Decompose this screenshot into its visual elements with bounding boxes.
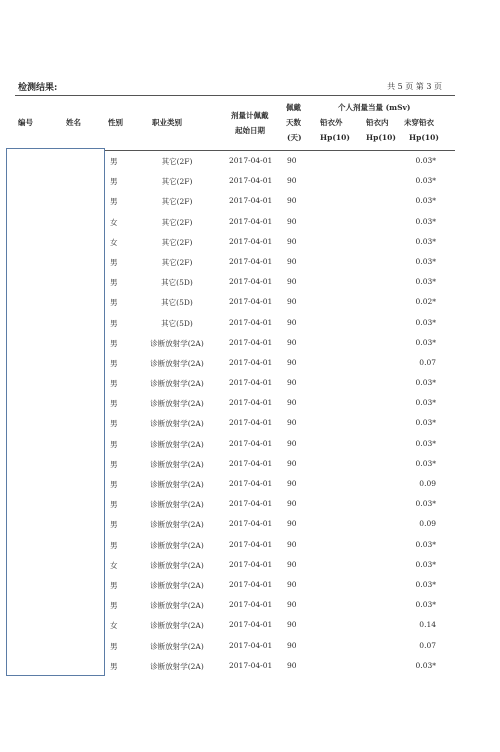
days-cell: 90 [287, 600, 297, 610]
start-date-cell: 2017-04-01 [229, 277, 273, 287]
col-header-days-line1: 佩戴 [286, 103, 301, 112]
sex-cell: 男 [110, 338, 118, 348]
start-date-cell: 2017-04-01 [229, 600, 273, 610]
start-date-cell: 2017-04-01 [229, 256, 273, 266]
days-cell: 90 [287, 378, 297, 388]
days-cell: 90 [287, 256, 297, 266]
job-category-cell: 诊断放射学(2A) [150, 338, 204, 348]
sex-cell: 男 [110, 177, 118, 187]
dose-value-cell: 0.03* [415, 216, 436, 226]
days-cell: 90 [287, 398, 297, 408]
dose-value-cell: 0.03* [415, 600, 436, 610]
sex-cell: 男 [110, 278, 118, 288]
col-header-days-line3: (天) [287, 133, 302, 142]
sex-cell: 男 [110, 520, 118, 530]
col-header-none-line2: Hp(10) [409, 133, 439, 142]
job-category-cell: 诊断放射学(2A) [150, 379, 204, 389]
days-cell: 90 [287, 660, 297, 670]
dose-value-cell: 0.03* [415, 317, 436, 327]
col-header-sex: 性别 [108, 118, 123, 127]
sex-cell: 男 [110, 601, 118, 611]
days-cell: 90 [287, 458, 297, 468]
sex-cell: 男 [110, 157, 118, 166]
dose-value-cell: 0.03* [415, 236, 436, 246]
start-date-cell: 2017-04-01 [229, 216, 273, 226]
sex-cell: 男 [110, 419, 118, 429]
days-cell: 90 [287, 176, 297, 186]
start-date-cell: 2017-04-01 [229, 640, 273, 650]
start-date-cell: 2017-04-01 [229, 378, 273, 388]
dose-value-cell: 0.09 [419, 519, 436, 529]
job-category-cell: 其它(2F) [161, 217, 193, 227]
days-cell: 90 [287, 579, 297, 589]
col-header-inner-line1: 铅衣内 [366, 118, 389, 127]
col-header-inner-line2: Hp(10) [366, 133, 396, 142]
start-date-cell: 2017-04-01 [229, 539, 273, 549]
start-date-cell: 2017-04-01 [229, 418, 273, 428]
redacted-id-name-block [6, 148, 105, 676]
col-header-id: 编号 [18, 118, 33, 127]
start-date-cell: 2017-04-01 [229, 398, 273, 408]
sex-cell: 男 [110, 439, 118, 449]
days-cell: 90 [287, 418, 297, 428]
days-cell: 90 [287, 559, 297, 569]
sex-cell: 男 [110, 580, 118, 590]
start-date-cell: 2017-04-01 [229, 499, 273, 509]
sex-cell: 男 [110, 459, 118, 469]
sex-cell: 男 [110, 540, 118, 550]
job-category-cell: 诊断放射学(2A) [150, 459, 204, 469]
dose-value-cell: 0.03* [415, 176, 436, 186]
sex-cell: 男 [110, 661, 118, 671]
sex-cell: 男 [110, 641, 118, 651]
dose-value-cell: 0.02* [415, 297, 436, 307]
col-header-date-line1: 剂量计佩戴 [231, 111, 269, 120]
start-date-cell: 2017-04-01 [229, 620, 273, 630]
sex-cell: 男 [110, 379, 118, 389]
job-category-cell: 其它(5D) [161, 278, 193, 288]
sex-cell: 男 [110, 298, 118, 308]
job-category-cell: 诊断放射学(2A) [150, 661, 204, 671]
days-cell: 90 [287, 539, 297, 549]
dose-value-cell: 0.03* [415, 660, 436, 670]
days-cell: 90 [287, 620, 297, 630]
days-cell: 90 [287, 156, 297, 165]
days-cell: 90 [287, 499, 297, 509]
days-cell: 90 [287, 236, 297, 246]
start-date-cell: 2017-04-01 [229, 236, 273, 246]
dose-value-cell: 0.03* [415, 438, 436, 448]
job-category-cell: 诊断放射学(2A) [150, 580, 204, 590]
job-category-cell: 其它(2F) [161, 177, 193, 187]
days-cell: 90 [287, 297, 297, 307]
col-header-date-line2: 起始日期 [235, 126, 265, 135]
col-header-outer-line1: 铅衣外 [320, 118, 343, 127]
col-header-job: 职业类别 [152, 118, 182, 127]
job-category-cell: 诊断放射学(2A) [150, 540, 204, 550]
sex-cell: 女 [110, 560, 118, 570]
days-cell: 90 [287, 277, 297, 287]
job-category-cell: 诊断放射学(2A) [150, 641, 204, 651]
start-date-cell: 2017-04-01 [229, 519, 273, 529]
dose-value-cell: 0.03* [415, 579, 436, 589]
job-category-cell: 诊断放射学(2A) [150, 500, 204, 510]
dose-value-cell: 0.03* [415, 337, 436, 347]
days-cell: 90 [287, 640, 297, 650]
col-header-name: 姓名 [66, 118, 81, 127]
job-category-cell: 其它(5D) [161, 318, 193, 328]
days-cell: 90 [287, 216, 297, 226]
dose-value-cell: 0.03* [415, 156, 436, 165]
days-cell: 90 [287, 479, 297, 488]
sex-cell: 男 [110, 197, 118, 207]
days-cell: 90 [287, 196, 297, 206]
start-date-cell: 2017-04-01 [229, 196, 273, 206]
start-date-cell: 2017-04-01 [229, 438, 273, 448]
job-category-cell: 其它(5D) [161, 298, 193, 308]
job-category-cell: 诊断放射学(2A) [150, 399, 204, 409]
dose-value-cell: 0.09 [419, 479, 436, 488]
days-cell: 90 [287, 519, 297, 529]
dose-value-cell: 0.03* [415, 196, 436, 206]
dose-value-cell: 0.14 [419, 620, 436, 630]
col-header-days-line2: 天数 [286, 118, 301, 127]
start-date-cell: 2017-04-01 [229, 357, 273, 367]
job-category-cell: 其它(2F) [161, 257, 193, 267]
dose-value-cell: 0.03* [415, 539, 436, 549]
dose-value-cell: 0.03* [415, 378, 436, 388]
sex-cell: 男 [110, 399, 118, 409]
days-cell: 90 [287, 337, 297, 347]
job-category-cell: 诊断放射学(2A) [150, 621, 204, 631]
results-title: 检测结果: [18, 83, 58, 93]
dose-value-cell: 0.03* [415, 256, 436, 266]
sex-cell: 男 [110, 318, 118, 328]
start-date-cell: 2017-04-01 [229, 297, 273, 307]
sex-cell: 男 [110, 500, 118, 510]
page-number: 共 5 页 第 3 页 [387, 82, 442, 91]
dose-value-cell: 0.03* [415, 398, 436, 408]
job-category-cell: 诊断放射学(2A) [150, 520, 204, 530]
table-top-rule [15, 95, 455, 96]
job-category-cell: 诊断放射学(2A) [150, 601, 204, 611]
sex-cell: 男 [110, 358, 118, 368]
job-category-cell: 诊断放射学(2A) [150, 358, 204, 368]
start-date-cell: 2017-04-01 [229, 337, 273, 347]
dose-value-cell: 0.03* [415, 277, 436, 287]
dose-value-cell: 0.03* [415, 499, 436, 509]
dose-value-cell: 0.07 [419, 640, 436, 650]
sex-cell: 女 [110, 621, 118, 631]
start-date-cell: 2017-04-01 [229, 458, 273, 468]
job-category-cell: 诊断放射学(2A) [150, 480, 204, 489]
start-date-cell: 2017-04-01 [229, 660, 273, 670]
dose-value-cell: 0.03* [415, 559, 436, 569]
col-header-outer-line2: Hp(10) [320, 133, 350, 142]
start-date-cell: 2017-04-01 [229, 479, 273, 488]
job-category-cell: 诊断放射学(2A) [150, 439, 204, 449]
days-cell: 90 [287, 438, 297, 448]
days-cell: 90 [287, 317, 297, 327]
job-category-cell: 诊断放射学(2A) [150, 560, 204, 570]
sex-cell: 女 [110, 237, 118, 247]
start-date-cell: 2017-04-01 [229, 156, 273, 165]
start-date-cell: 2017-04-01 [229, 559, 273, 569]
sex-cell: 女 [110, 217, 118, 227]
job-category-cell: 其它(2F) [161, 197, 193, 207]
dose-value-cell: 0.07 [419, 357, 436, 367]
start-date-cell: 2017-04-01 [229, 317, 273, 327]
dose-value-cell: 0.03* [415, 458, 436, 468]
start-date-cell: 2017-04-01 [229, 176, 273, 186]
job-category-cell: 其它(2F) [161, 237, 193, 247]
dose-value-cell: 0.03* [415, 418, 436, 428]
sex-cell: 男 [110, 257, 118, 267]
col-header-dose-group: 个人剂量当量 (mSv) [338, 103, 411, 112]
start-date-cell: 2017-04-01 [229, 579, 273, 589]
job-category-cell: 诊断放射学(2A) [150, 419, 204, 429]
col-header-none-line1: 未穿铅衣 [404, 118, 434, 127]
job-category-cell: 其它(2F) [161, 157, 193, 166]
sex-cell: 男 [110, 480, 118, 489]
days-cell: 90 [287, 357, 297, 367]
